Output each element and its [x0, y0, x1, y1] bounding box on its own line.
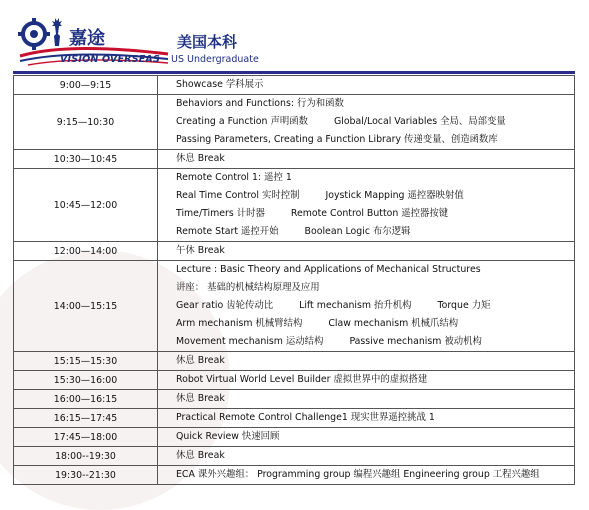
activity-cell	[158, 447, 575, 466]
activity-line	[176, 428, 574, 446]
activity-text: Remote Control 1: 遥控 1	[176, 172, 292, 183]
page-header	[0, 0, 589, 75]
logo-chinese-name: 嘉途	[69, 28, 105, 49]
activity-line	[176, 466, 574, 484]
time-cell: 15:30—16:00	[14, 371, 158, 390]
activity-line	[176, 297, 574, 315]
time-cell: 16:15—17:45	[14, 409, 158, 428]
activity-line	[176, 333, 574, 351]
activity-text: Movement mechanism 运动结构	[176, 336, 324, 347]
schedule-row	[14, 409, 575, 428]
activity-text: 休息 Break	[176, 153, 225, 164]
activity-text: Showcase 学科展示	[176, 79, 264, 90]
activity-text: Lecture : Basic Theory and Applications of Mechanical Structures	[176, 264, 481, 275]
activity-line	[176, 371, 574, 389]
schedule-row	[14, 447, 575, 466]
schedule-row	[14, 150, 575, 169]
activity-text: Passive mechanism 被动机构	[349, 336, 482, 347]
schedule-row	[14, 76, 575, 95]
activity-text: Gear ratio 齿轮传动比	[176, 300, 274, 311]
schedule-row	[14, 371, 575, 390]
activity-text: Joystick Mapping 遥控器映射值	[325, 190, 464, 201]
schedule-row	[14, 466, 575, 485]
activity-cell	[158, 150, 575, 169]
activity-line	[176, 261, 574, 279]
time-cell: 9:15—10:30	[14, 95, 158, 150]
activity-line	[176, 95, 574, 113]
activity-text: Passing Parameters, Creating a Function Library 传递变量、创造函数库	[176, 134, 498, 145]
logo-subtitle: US Undergraduate	[171, 54, 259, 65]
time-cell: 14:00—15:15	[14, 261, 158, 352]
activity-line	[176, 242, 574, 260]
activity-cell	[158, 390, 575, 409]
schedule-body	[14, 76, 575, 485]
activity-cell	[158, 76, 575, 95]
time-cell: 16:00—16:15	[14, 390, 158, 409]
activity-text: Robot Virtual World Level Builder 虚拟世界中的虚拟搭建	[176, 374, 428, 385]
schedule-row	[14, 242, 575, 261]
time-cell: 19:30--21:30	[14, 466, 158, 485]
activity-text: 午休 Break	[176, 245, 225, 256]
time-cell: 10:30—10:45	[14, 150, 158, 169]
schedule-row	[14, 261, 575, 352]
activity-line	[176, 187, 574, 205]
activity-line	[176, 150, 574, 168]
activity-cell	[158, 242, 575, 261]
activity-text: Boolean Logic 布尔逻辑	[304, 226, 411, 237]
activity-cell	[158, 261, 575, 352]
activity-line	[176, 205, 574, 223]
activity-text: Quick Review 快速回顾	[176, 431, 280, 442]
activity-cell	[158, 371, 575, 390]
activity-line	[176, 113, 574, 131]
time-cell: 10:45—12:00	[14, 169, 158, 242]
activity-text: Lift mechanism 抬升机构	[299, 300, 412, 311]
schedule-row	[14, 428, 575, 447]
time-cell: 12:00—14:00	[14, 242, 158, 261]
activity-line	[176, 279, 574, 297]
activity-cell	[158, 95, 575, 150]
schedule-row	[14, 352, 575, 371]
activity-line	[176, 447, 574, 465]
activity-text: ECA 课外兴趣组： Programming group 编程兴趣组 Engineering group 工程兴趣组	[176, 469, 540, 480]
activity-text: Claw mechanism 机械爪结构	[328, 318, 459, 329]
time-cell: 17:45—18:00	[14, 428, 158, 447]
activity-text: Remote Start 遥控开始	[176, 226, 279, 237]
program-title: 美国本科	[177, 33, 238, 51]
time-cell: 15:15—15:30	[14, 352, 158, 371]
activity-text: Remote Control Button 遥控器按键	[290, 208, 449, 219]
schedule-row	[14, 95, 575, 150]
activity-line	[176, 352, 574, 370]
activity-cell	[158, 409, 575, 428]
activity-line	[176, 131, 574, 149]
activity-text: 休息 Break	[176, 393, 225, 404]
activity-text: 休息 Break	[176, 355, 225, 366]
activity-text: Practical Remote Control Challenge1 现实世界遥控挑战 1	[176, 412, 435, 423]
time-cell: 18:00--19:30	[14, 447, 158, 466]
activity-text: Real Time Control 实时控制	[176, 190, 300, 201]
logo-english-name: VISION OVERSEAS	[60, 54, 161, 65]
activity-line	[176, 169, 574, 187]
schedule-row	[14, 169, 575, 242]
activity-line	[176, 223, 574, 241]
activity-line	[176, 315, 574, 333]
activity-cell	[158, 169, 575, 242]
activity-text: Global/Local Variables 全局、局部变量	[333, 116, 506, 127]
activity-text: Time/Timers 计时器	[176, 208, 265, 219]
activity-cell	[158, 352, 575, 371]
schedule-table	[13, 75, 575, 485]
activity-cell	[158, 428, 575, 447]
activity-text: Torque 力矩	[437, 300, 491, 311]
activity-line	[176, 390, 574, 408]
activity-cell	[158, 466, 575, 485]
activity-text: Arm mechanism 机械臂结构	[176, 318, 303, 329]
activity-text: 休息 Break	[176, 450, 225, 461]
activity-text: Creating a Function 声明函数	[176, 116, 308, 127]
header-divider	[13, 71, 575, 74]
activity-text: Behaviors and Functions: 行为和函数	[176, 98, 344, 109]
activity-line	[176, 76, 574, 94]
activity-text: 讲座： 基础的机械结构原理及应用	[176, 282, 320, 293]
schedule-row	[14, 390, 575, 409]
activity-line	[176, 409, 574, 427]
time-cell: 9:00—9:15	[14, 76, 158, 95]
